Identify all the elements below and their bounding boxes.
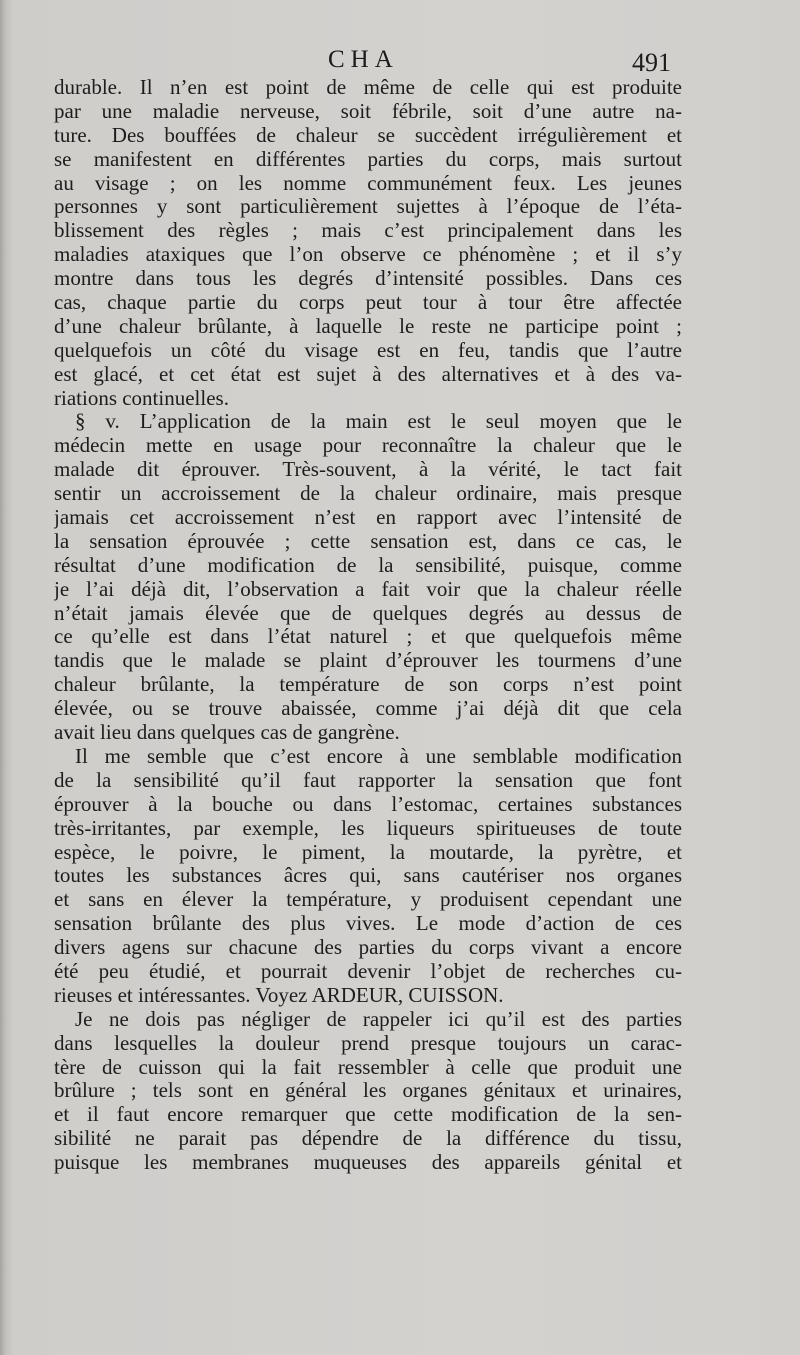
text-line: durable. Il n’en est point de même de celle qui est produite [54,76,682,99]
text-line: chaleur brûlante, la température de son corps n’est point [54,673,682,697]
text-line: la sensation éprouvée ; cette sensation est, dans ce cas, le [54,529,682,553]
running-head: CHA [328,46,399,73]
text-line: cas, chaque partie du corps peut tour à tour être affectée [54,291,682,315]
text-line: § v. L’application de la main est le seul moyen que le [75,410,682,434]
text-line: divers agens sur chacune des parties du corps vivant a encore [54,936,682,960]
text-line: Il me semble que c’est encore à une semblable modification [75,744,682,768]
text-line: espèce, le poivre, le piment, la moutarde, la pyrètre, et [54,840,682,864]
text-line: d’une chaleur brûlante, à laquelle le reste ne participe point ; [54,314,682,338]
text-line: est glacé, et cet état est sujet à des alternatives et à des va- [54,362,682,386]
text-line: sibilité ne parait pas dépendre de la différence du tissu, [54,1127,682,1151]
text-line: sensation brûlante des plus vives. Le mode d’action de ces [54,912,682,936]
text-line: jamais cet accroissement n’est en rapport avec l’intensité de [54,506,682,530]
text-line: je l’ai déjà dit, l’observation a fait voir que la chaleur réelle [54,577,682,601]
text-line: dans lesquelles la douleur prend presque toujours un carac- [54,1031,682,1055]
page-number: 491 [632,48,671,77]
text-line: au visage ; on les nomme communément feux. Les jeunes [54,171,682,195]
text-line: rieuses et intéressantes. Voyez ARDEUR, CUISSON. [54,983,504,1007]
text-line: et il faut encore remarquer que cette modification de la sen- [54,1103,682,1127]
text-line: ture. Des bouffées de chaleur se succèdent irrégulièrement et [54,123,682,147]
text-line: quelquefois un côté du visage est en feu, tandis que l’autre [54,338,682,362]
text-line: éprouver à la bouche ou dans l’estomac, certaines substances [54,792,682,816]
text-line: ce qu’elle est dans l’état naturel ; et que quelquefois même [54,625,682,649]
text-line: se manifestent en différentes parties du corps, mais surtout [54,147,682,171]
text-line: tandis que le malade se plaint d’éprouver les tourmens d’une [54,649,682,673]
text-line: tère de cuisson qui la fait ressembler à celle que produit une [54,1055,682,1079]
text-line: médecin mette en usage pour reconnaître la chaleur que le [54,434,682,458]
text-line: et sans en élever la température, y produisent cependant une [54,888,682,912]
text-line: très-irritantes, par exemple, les liqueurs spiritueuses de toute [54,816,682,840]
text-line: montre dans tous les degrés d’intensité possibles. Dans ces [54,267,682,291]
text-line: de la sensibilité qu’il faut rapporter la sensation que font [54,768,682,792]
text-line: toutes les substances âcres qui, sans cautériser nos organes [54,864,682,888]
text-line: n’était jamais élevée que de quelques degrés au dessus de [54,601,682,625]
text-line: riations continuelles. [54,386,229,410]
body-text [54,76,682,1175]
text-line: maladies ataxiques que l’on observe ce phénomène ; et il s’y [54,243,682,267]
page-header [0,46,800,80]
text-line: personnes y sont particulièrement sujettes à l’époque de l’éta- [54,195,682,219]
text-line: résultat d’une modification de la sensibilité, puisque, comme [54,553,682,577]
text-line: élevée, ou se trouve abaissée, comme j’ai déjà dit que cela [54,697,682,721]
text-line: avait lieu dans quelques cas de gangrène. [54,721,400,745]
text-line: été peu étudié, et pourrait devenir l’objet de recherches cu- [54,959,682,983]
text-line: Je ne dois pas négliger de rappeler ici qu’il est des parties [75,1007,682,1031]
text-line: blissement des règles ; mais c’est principalement dans les [54,219,682,243]
text-line: brûlure ; tels sont en général les organes génitaux et urinaires, [54,1079,682,1103]
text-line: puisque les membranes muqueuses des appareils génital et [54,1151,682,1175]
text-line: malade dit éprouver. Très-souvent, à la vérité, le tact fait [54,458,682,482]
text-line: par une maladie nerveuse, soit fébrile, soit d’une autre na- [54,99,682,123]
text-line: sentir un accroissement de la chaleur ordinaire, mais presque [54,482,682,506]
